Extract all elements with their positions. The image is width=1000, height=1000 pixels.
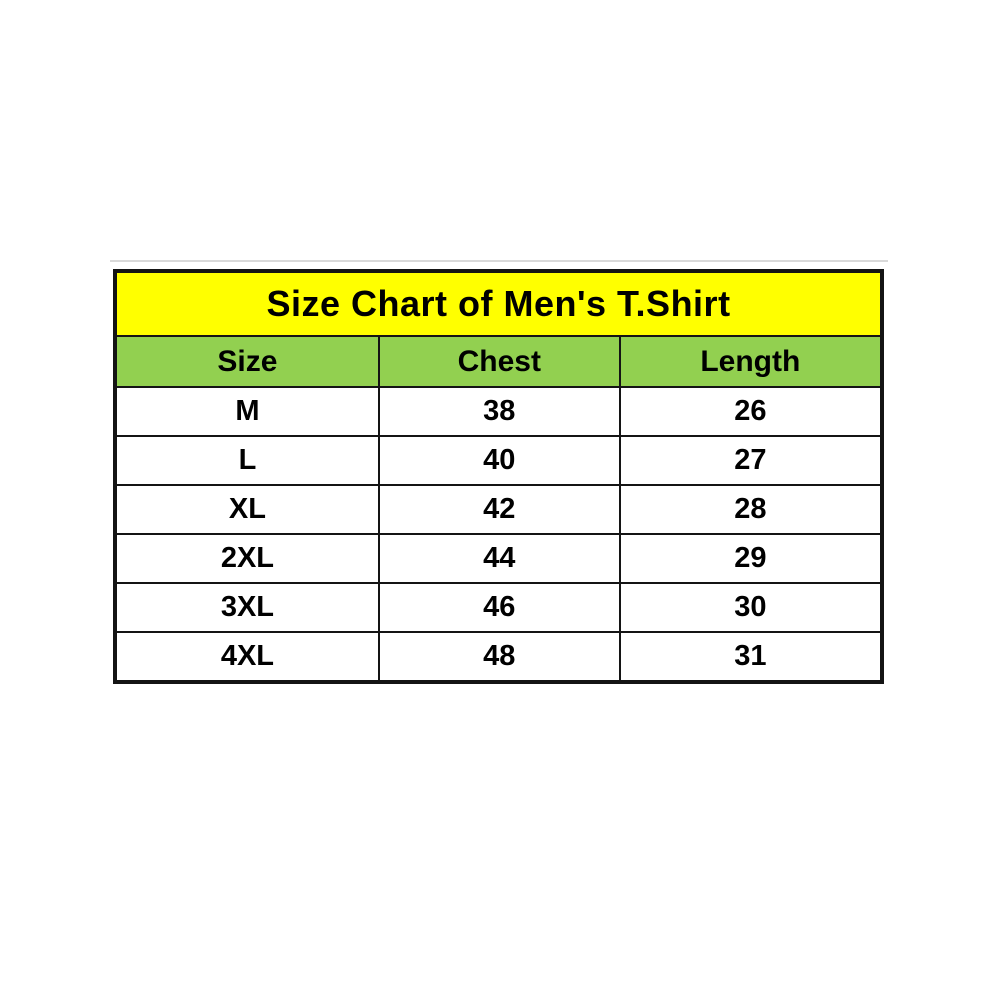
size-label-cell: 4XL: [115, 632, 379, 682]
measurement-cell: 44: [379, 534, 620, 583]
measurement-cell: 26: [620, 387, 882, 436]
measurement-cell: 30: [620, 583, 882, 632]
measurement-cell: 42: [379, 485, 620, 534]
measurement-cell: 31: [620, 632, 882, 682]
size-label-cell: 3XL: [115, 583, 379, 632]
measurement-cell: 27: [620, 436, 882, 485]
table-row: [115, 534, 882, 583]
column-header-chest: Chest: [379, 336, 620, 387]
divider: [110, 260, 888, 262]
measurement-cell: 29: [620, 534, 882, 583]
table-header-row: [115, 336, 882, 387]
measurement-cell: 40: [379, 436, 620, 485]
table-title: Size Chart of Men's T.Shirt: [115, 271, 882, 336]
measurement-cell: 38: [379, 387, 620, 436]
measurement-cell: 28: [620, 485, 882, 534]
measurement-cell: 48: [379, 632, 620, 682]
column-header-size: Size: [115, 336, 379, 387]
table-row: [115, 583, 882, 632]
table-row: [115, 632, 882, 682]
table-row: [115, 387, 882, 436]
size-label-cell: M: [115, 387, 379, 436]
column-header-length: Length: [620, 336, 882, 387]
table-row: [115, 436, 882, 485]
size-chart-table: [113, 269, 884, 684]
size-label-cell: XL: [115, 485, 379, 534]
measurement-cell: 46: [379, 583, 620, 632]
table-title-row: [115, 271, 882, 336]
table-row: [115, 485, 882, 534]
size-label-cell: L: [115, 436, 379, 485]
size-label-cell: 2XL: [115, 534, 379, 583]
